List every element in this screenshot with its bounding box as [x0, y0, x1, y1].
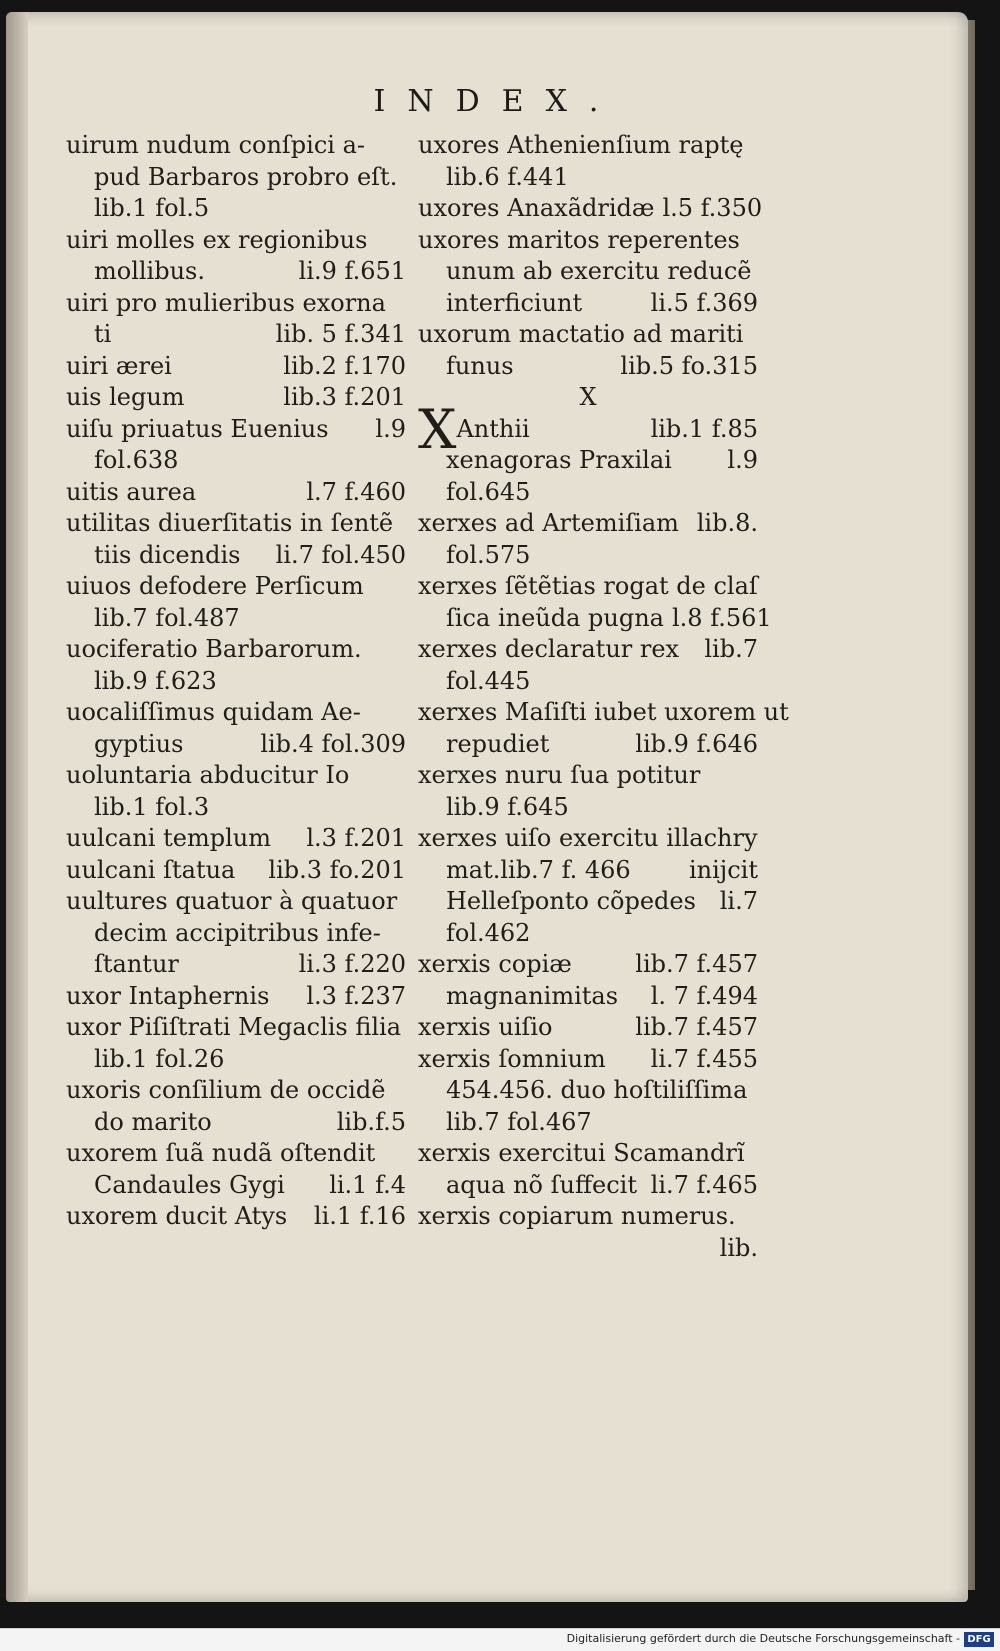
index-entry-line — [418, 256, 758, 288]
index-entry-line — [418, 1075, 758, 1107]
index-entry-line — [418, 792, 758, 824]
index-entry-reference: li.7 f.455 — [650, 1044, 758, 1073]
index-entry-reference: li.7 f.465 — [650, 1170, 758, 1199]
index-entry-line — [66, 382, 406, 414]
index-entry-text: uiri ærei — [66, 351, 172, 380]
index-entry-line — [418, 571, 758, 603]
index-entry-text: unum ab exercitu reducẽ — [446, 257, 752, 285]
index-entry-text: xerxes nuru ſua potitur — [418, 761, 701, 789]
index-entry-line — [418, 477, 758, 509]
index-entry-line — [418, 1201, 758, 1233]
index-entry-line — [66, 508, 406, 540]
index-entry-line — [418, 981, 758, 1013]
index-entry-text: xerxes uiſo exercitu illachry — [418, 824, 758, 852]
index-entry-line — [66, 1012, 406, 1044]
index-entry-reference: lib.7 — [704, 635, 758, 663]
index-entry-line — [66, 792, 406, 824]
index-entry-text: uirum nudum conſpici a- — [66, 131, 366, 159]
index-entry-line — [418, 1044, 758, 1076]
index-entry-text: uxores maritos reperentes — [418, 225, 740, 254]
index-entry-line — [418, 886, 758, 918]
index-entry-text: funus — [446, 351, 514, 380]
book-page — [6, 12, 968, 1602]
index-entry-text: uoluntaria abducitur Io — [66, 761, 350, 789]
index-entry-line — [418, 319, 758, 351]
index-entry-line — [66, 886, 406, 918]
index-entry-line — [418, 1012, 758, 1044]
index-entry-reference: lib.1 f.85 — [650, 414, 758, 443]
index-entry-line — [418, 918, 758, 950]
index-entry-text: uiri pro mulieribus exorna — [66, 288, 386, 317]
dfg-logo: DFG — [964, 1632, 994, 1647]
index-entry-text: xerxis ſomnium — [418, 1044, 606, 1073]
index-entry-line — [66, 256, 406, 288]
index-entry-reference: inijcit — [688, 855, 758, 884]
index-entry-reference: li.1 f.4 — [329, 1170, 406, 1199]
index-entry-reference: li.1 f.16 — [313, 1202, 406, 1230]
index-entry-line — [66, 414, 406, 446]
index-entry-text: fol.445 — [446, 666, 531, 695]
index-entry-line — [418, 130, 758, 162]
index-entry-reference: lib.3 f.201 — [283, 383, 406, 411]
index-entry-text: interficiunt — [446, 288, 583, 317]
index-entry-reference: li.5 f.369 — [650, 288, 758, 317]
index-entry-text: lib.1 fol.26 — [94, 1044, 225, 1073]
index-entry-text: lib.9 f.623 — [94, 666, 217, 695]
index-entry-text: uultures quatuor à quatuor — [66, 887, 398, 915]
index-entry-line — [418, 729, 758, 761]
funding-footer — [0, 1628, 1000, 1651]
index-entry-text: pud Barbaros probro eſt. — [94, 162, 398, 191]
index-entry-line — [66, 571, 406, 603]
index-entry-reference: li.7 fol.450 — [275, 540, 406, 569]
index-entry-text: xerxis copiarum numerus. — [418, 1202, 736, 1230]
index-entry-text: uitis aurea — [66, 477, 197, 506]
index-entry-line — [418, 1107, 758, 1139]
index-entry-text: mollibus. — [94, 257, 205, 285]
index-entry-line — [418, 823, 758, 855]
index-entry-line — [418, 193, 763, 225]
index-entry-line — [66, 855, 406, 887]
index-entry-line — [418, 1138, 758, 1170]
index-entry-reference: l. 7 f.494 — [650, 981, 758, 1010]
index-entry-line — [66, 760, 406, 792]
index-entry-text: xerxis exercitui Scamandrĩ — [418, 1139, 745, 1167]
index-entry-text: utilitas diuerſitatis in ſentẽ — [66, 509, 394, 537]
index-entry-text: uulcani templum — [66, 824, 271, 852]
index-entry-reference: l.8 f.561 — [671, 603, 772, 632]
funding-text: Digitalisierung gefördert durch die Deutsche Forschungsgemeinschaft - — [566, 1632, 960, 1645]
index-entry-text: uociferatio Barbarorum. — [66, 635, 362, 663]
index-entry-line — [418, 162, 758, 194]
index-column-right — [418, 130, 789, 1264]
index-entry-text: lib.7 fol.487 — [94, 603, 240, 632]
index-entry-text: lib.1 fol.3 — [94, 792, 210, 821]
page-gutter-shadow — [6, 12, 28, 1602]
index-entry-reference: l.3 f.201 — [306, 824, 406, 852]
index-entry-line — [66, 162, 406, 194]
index-entry-reference: lib.7 f.457 — [635, 1013, 758, 1041]
index-entry-reference: l.3 f.237 — [306, 981, 406, 1010]
index-entry-line — [66, 1201, 406, 1233]
index-entry-line — [66, 1044, 406, 1076]
index-entry-line — [418, 1170, 758, 1202]
index-entry-text: lib.6 f.441 — [446, 162, 569, 191]
index-entry-line — [66, 319, 406, 351]
index-entry-text: XAnthii — [418, 397, 530, 461]
index-entry-line — [418, 760, 758, 792]
index-entry-text: ſica ineũda pugna — [446, 603, 664, 632]
index-entry-line — [66, 666, 406, 698]
index-entry-text: lib. — [719, 1233, 758, 1262]
index-entry-line — [418, 225, 758, 257]
index-entry-text: repudiet — [446, 729, 550, 758]
index-entry-line — [66, 634, 406, 666]
index-entry-text: 454.456. duo hoſtiliſſima — [446, 1076, 748, 1104]
index-entry-line — [418, 603, 772, 635]
index-entry-reference: li.7 — [719, 887, 758, 915]
index-entry-line — [66, 288, 406, 320]
index-entry-reference: lib.2 f.170 — [283, 351, 406, 380]
index-entry-reference: lib.4 fol.309 — [260, 729, 406, 758]
index-entry-line — [418, 445, 758, 477]
index-entry-reference: lib.f.5 — [336, 1107, 406, 1136]
index-entry-line — [418, 351, 758, 383]
index-entry-text: uiri molles ex regionibus — [66, 225, 368, 254]
index-entry-line — [418, 949, 758, 981]
index-entry-text: mat.lib.7 f. 466 — [446, 855, 631, 884]
index-entry-text: uiſu priuatus Euenius — [66, 414, 329, 443]
index-entry-line — [66, 949, 406, 981]
index-entry-text: xerxes ad Artemiſiam — [418, 509, 679, 537]
index-entry-reference: li.3 f.220 — [298, 950, 406, 978]
index-entry-line — [418, 1233, 758, 1265]
index-entry-line — [66, 351, 406, 383]
index-entry-line — [66, 1138, 406, 1170]
index-entry-text: lib.7 fol.467 — [446, 1107, 592, 1136]
index-entry-line — [418, 288, 758, 320]
index-entry-line — [66, 477, 406, 509]
index-entry-text: uxores Athenienſium raptę — [418, 131, 744, 159]
index-entry-line — [66, 540, 406, 572]
index-entry-text: uxor Piſiſtrati Megaclis filia — [66, 1013, 402, 1041]
index-entry-text: uxorum mactatio ad mariti — [418, 320, 744, 348]
index-entry-reference: lib. 5 f.341 — [275, 320, 406, 348]
index-entry-text: xerxes declaratur rex — [418, 635, 680, 663]
index-column-left — [66, 130, 406, 1233]
index-entry-text: uxor Intaphernis — [66, 981, 270, 1010]
index-entry-reference: l.9 — [375, 414, 406, 443]
index-entry-text: uiuos defodere Perſicum — [66, 572, 364, 600]
index-entry-text: X — [579, 383, 597, 411]
index-entry-line — [418, 666, 758, 698]
index-entry-reference: lib.7 f.457 — [635, 950, 758, 978]
index-entry-text: uxores Anaxãdridæ — [418, 194, 655, 222]
index-entry-text: fol.645 — [446, 477, 531, 506]
index-entry-line — [418, 855, 758, 887]
index-entry-line — [66, 130, 406, 162]
index-entry-text: ſtantur — [94, 950, 179, 978]
index-entry-text: uocaliſſimus quidam Ae- — [66, 698, 361, 726]
index-entry-text: magnanimitas — [446, 981, 619, 1010]
index-entry-text: do marito — [94, 1107, 212, 1136]
index-entry-text: uxoris conſilium de occidẽ — [66, 1076, 386, 1104]
index-entry-reference: l.9 — [727, 446, 758, 474]
index-entry-text: Candaules Gygi — [94, 1170, 285, 1199]
index-entry-reference: lib.3 fo.201 — [268, 855, 406, 884]
index-entry-line — [66, 1107, 406, 1139]
index-entry-text: fol.638 — [94, 446, 179, 474]
index-entry-line — [418, 540, 758, 572]
index-entry-text: xenagoras Praxilai — [446, 446, 672, 474]
index-entry-text: uulcani ſtatua — [66, 855, 236, 884]
index-entry-line — [66, 697, 406, 729]
index-entry-line — [66, 445, 406, 477]
index-entry-text: tiis dicendis — [94, 540, 241, 569]
index-entry-line — [66, 823, 406, 855]
index-entry-line — [66, 729, 406, 761]
index-entry-reference: lib.9 f.646 — [635, 729, 758, 758]
index-entry-line — [418, 634, 758, 666]
index-entry-text: uxorem ducit Atys — [66, 1202, 288, 1230]
page-header: INDEX. — [373, 84, 621, 119]
index-entry-reference: l.5 f.350 — [662, 194, 763, 222]
index-entry-line — [66, 918, 406, 950]
index-entry-line — [66, 1170, 406, 1202]
index-entry-text: fol.575 — [446, 540, 531, 569]
index-entry-text: ti — [94, 320, 112, 348]
index-entry-reference: l.7 f.460 — [306, 477, 406, 506]
index-entry-reference: li.9 f.651 — [298, 257, 406, 285]
index-entry-text: aqua nõ ſuffecit — [446, 1170, 637, 1199]
index-entry-text: lib.1 fol.5 — [94, 194, 210, 222]
index-entry-line — [66, 1075, 406, 1107]
index-entry-line — [66, 603, 406, 635]
index-entry-text: gyptius — [94, 729, 184, 758]
drop-cap-letter: X — [418, 397, 457, 461]
index-entry-text: fol.462 — [446, 918, 531, 947]
index-entry-line — [66, 225, 406, 257]
index-entry-line — [418, 382, 758, 414]
index-entry-text: xerxes Maſiſti iubet uxorem ut — [418, 698, 789, 726]
index-entry-reference: lib.5 fo.315 — [620, 351, 758, 380]
index-entry-line — [66, 193, 406, 225]
index-entry-reference: lib.8. — [696, 509, 758, 537]
index-entry-text: uxorem ſuã nudã oſtendit — [66, 1139, 376, 1167]
index-entry-text: uis legum — [66, 383, 185, 411]
index-entry-text: xerxis copiæ — [418, 950, 572, 978]
index-entry-line — [418, 508, 758, 540]
index-entry-text: xerxis uiſio — [418, 1013, 553, 1041]
index-entry-line — [418, 697, 789, 729]
index-entry-text: Helleſponto cõpedes — [446, 887, 696, 915]
index-entry-text: xerxes ſẽtẽtias rogat de claſ — [418, 572, 758, 600]
index-entry-text: decim accipitribus infe- — [94, 918, 381, 947]
index-entry-line — [66, 981, 406, 1013]
index-entry-text: lib.9 f.645 — [446, 792, 569, 821]
